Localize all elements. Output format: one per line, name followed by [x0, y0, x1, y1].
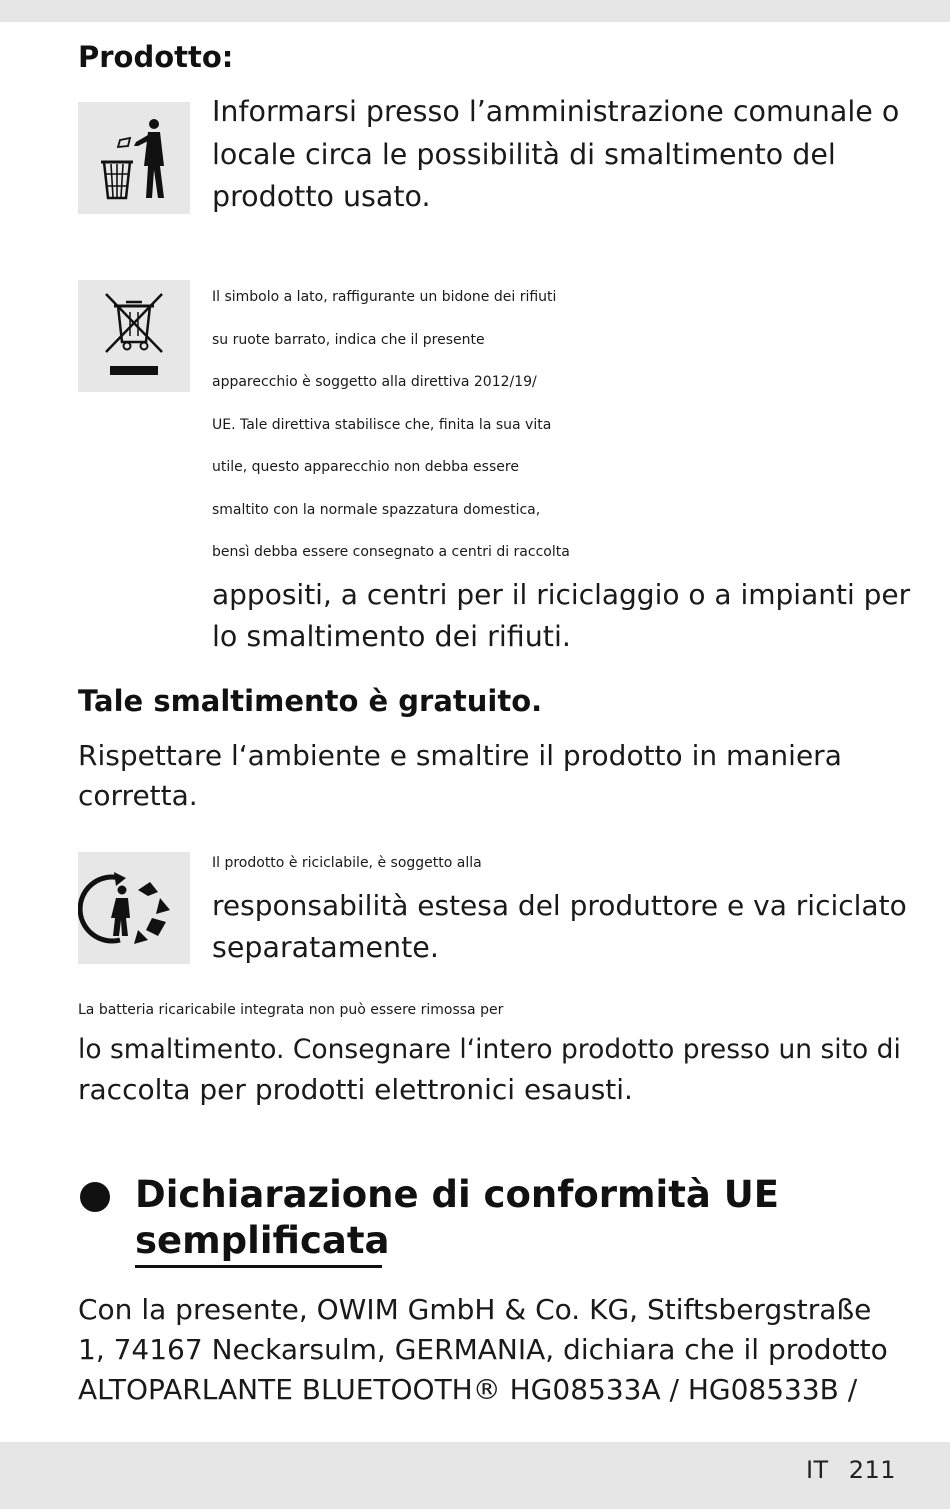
tidyman-bin-icon: [78, 102, 190, 214]
heading-underline: [135, 1265, 382, 1268]
triman-recycle-icon: [78, 852, 190, 964]
text-line: apparecchio è soggetto alla direttiva 2012/19/: [212, 374, 537, 390]
environment-text: [78, 736, 842, 816]
text-line: su ruote barrato, indica che il presente: [212, 331, 485, 348]
text-line: 1, 74167 Neckarsulm, GERMANIA, dichiara che il prodotto: [78, 1333, 888, 1366]
text-line: Con la presente, OWIM GmbH & Co. KG, Stiftsbergstraße: [78, 1293, 872, 1326]
text-line: Il simbolo a lato, raffigurante un bidone dei rifiuti: [212, 289, 557, 305]
text-line: locale circa le possibilità di smaltimento del: [212, 137, 836, 171]
text-line: responsabilità estesa del produttore e va riciclato: [212, 888, 907, 922]
text-line: utile, questo apparecchio non debba essere: [212, 459, 519, 475]
text-line: raccolta per prodotti elettronici esausti.: [78, 1073, 633, 1106]
free-disposal-heading: Tale smaltimento è gratuito.: [78, 684, 543, 718]
text-line: Rispettare l‘ambiente e smaltire il prodotto in maniera: [78, 739, 842, 772]
heading-line: semplificata: [135, 1219, 390, 1262]
bullet-icon: [80, 1182, 110, 1212]
text-line: lo smaltimento dei rifiuti.: [212, 620, 571, 653]
text-line: UE. Tale direttiva stabilisce che, finita la sua vita: [212, 416, 552, 433]
text-line: bensì debba essere consegnato a centri di raccolta: [212, 544, 570, 560]
municipal-disposal-text: [212, 91, 899, 219]
crossed-wheelie-bin-icon: [78, 280, 190, 392]
declaration-text: [78, 1290, 888, 1410]
weee-directive-text: [212, 276, 910, 659]
text-line: La batteria ricaricabile integrata non può essere rimossa per: [78, 1002, 504, 1018]
text-line: ALTOPARLANTE BLUETOOTH® HG08533A / HG08533B /: [78, 1373, 858, 1406]
text-line: Il prodotto è riciclabile, è soggetto alla: [212, 855, 482, 871]
language-code: IT: [805, 1456, 829, 1484]
heading-line: Dichiarazione di conformità UE: [135, 1173, 780, 1216]
battery-text: [78, 990, 901, 1110]
product-heading: Prodotto:: [78, 40, 234, 74]
text-line: smaltito con la normale spazzatura domestica,: [212, 501, 541, 518]
top-margin-bar: [0, 0, 950, 22]
page-footer: [0, 1442, 950, 1509]
text-line: Informarsi presso l’amministrazione comunale o: [212, 95, 900, 128]
recyclable-text: [212, 842, 907, 970]
text-line: prodotto usato.: [212, 180, 431, 213]
text-line: separatamente.: [212, 931, 439, 964]
text-line: corretta.: [78, 779, 198, 812]
text-line: lo smaltimento. Consegnare l‘intero prodotto presso un sito di: [78, 1034, 901, 1065]
page-number-label: [806, 1456, 896, 1484]
page-number: 211: [848, 1456, 896, 1484]
text-line: appositi, a centri per il riciclaggio o a impianti per: [212, 577, 911, 611]
declaration-heading: [135, 1172, 779, 1264]
